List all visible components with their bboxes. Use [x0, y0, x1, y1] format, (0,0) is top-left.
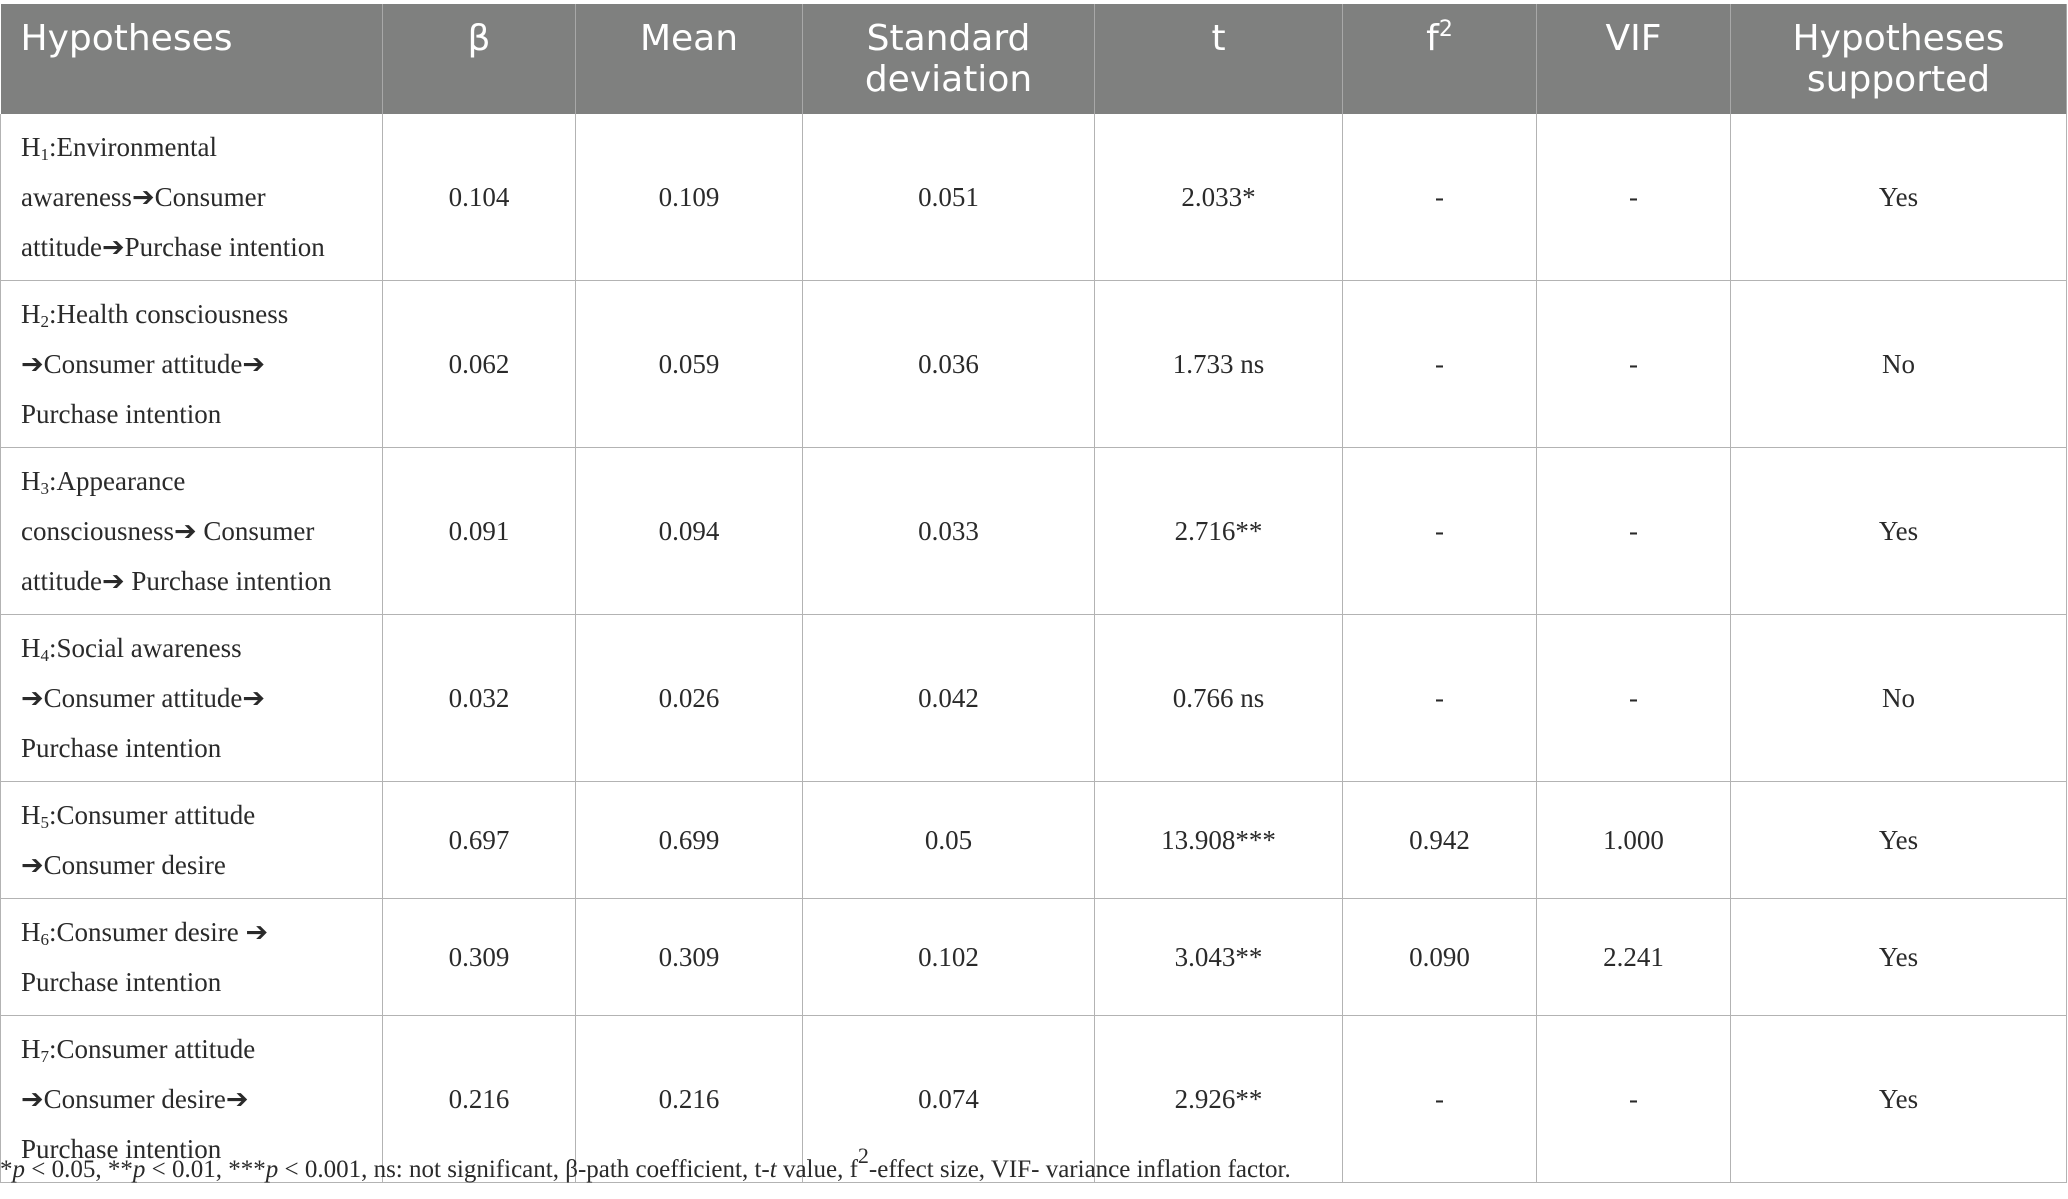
header-supported-line1: Hypotheses: [1792, 18, 2005, 59]
t-cell: 2.033*: [1095, 114, 1343, 281]
vif-cell: -: [1537, 1016, 1731, 1183]
footnote-t-italic: t: [769, 1156, 777, 1183]
table-row: [1, 281, 2067, 448]
header-t-label: t: [1211, 18, 1226, 59]
hypothesis-id: H: [21, 800, 41, 830]
f2-cell: -: [1343, 448, 1537, 615]
supported-cell: No: [1731, 281, 2067, 448]
sd-cell: 0.05: [803, 782, 1095, 899]
mean-cell: 0.699: [576, 782, 803, 899]
hypothesis-cell: [1, 615, 383, 782]
f2-cell: -: [1343, 281, 1537, 448]
header-sd-line2: deviation: [864, 59, 1033, 100]
hypothesis-text-line: attitude➔ Purchase intention: [21, 566, 332, 596]
f2-cell: 0.942: [1343, 782, 1537, 899]
sd-cell: 0.036: [803, 281, 1095, 448]
table-row: [1, 899, 2067, 1016]
hypothesis-id: H: [21, 466, 41, 496]
supported-cell: Yes: [1731, 1016, 2067, 1183]
beta-cell: 0.216: [383, 1016, 576, 1183]
supported-cell: No: [1731, 615, 2067, 782]
table-row: [1, 114, 2067, 281]
supported-cell: Yes: [1731, 114, 2067, 281]
header-mean-label: Mean: [639, 18, 739, 59]
t-cell: 3.043**: [1095, 899, 1343, 1016]
header-hypotheses-label: Hypotheses: [20, 18, 233, 59]
hypothesis-id: H: [21, 132, 41, 162]
sd-cell: 0.033: [803, 448, 1095, 615]
hypothesis-text-line: ➔Consumer attitude➔: [21, 349, 265, 379]
hypothesis-text-line: :Appearance: [49, 466, 186, 496]
header-hypotheses: [1, 4, 383, 114]
sd-cell: 0.051: [803, 114, 1095, 281]
sd-cell: 0.042: [803, 615, 1095, 782]
hypothesis-text-line: Purchase intention: [21, 733, 222, 763]
sd-cell: 0.074: [803, 1016, 1095, 1183]
hypothesis-text-line: ➔Consumer attitude➔: [21, 683, 265, 713]
supported-cell: Yes: [1731, 782, 2067, 899]
header-vif-label: VIF: [1605, 18, 1662, 59]
vif-cell: -: [1537, 448, 1731, 615]
header-beta-label: β: [467, 18, 491, 59]
beta-cell: 0.697: [383, 782, 576, 899]
header-f2: [1343, 4, 1537, 114]
hypothesis-cell: [1, 782, 383, 899]
hypothesis-text-line: ➔Consumer desire➔: [21, 1084, 249, 1114]
footnote-text: < 0.001, ns: not significant, β-path coefficient, t-: [278, 1156, 770, 1183]
hypothesis-text-line: Purchase intention: [21, 399, 222, 429]
header-row: [1, 4, 2067, 114]
supported-cell: Yes: [1731, 448, 2067, 615]
mean-cell: 0.216: [576, 1016, 803, 1183]
hypothesis-cell: [1, 114, 383, 281]
hypothesis-id: H: [21, 1034, 41, 1064]
beta-cell: 0.309: [383, 899, 576, 1016]
hypothesis-id: H: [21, 633, 41, 663]
mean-cell: 0.059: [576, 281, 803, 448]
header-beta: [383, 4, 576, 114]
footnote-star: *: [0, 1156, 13, 1183]
footnote-text: -effect size, VIF- variance inflation factor.: [868, 1156, 1291, 1183]
f2-cell: -: [1343, 615, 1537, 782]
hypothesis-number: 4: [40, 646, 49, 665]
mean-cell: 0.094: [576, 448, 803, 615]
vif-cell: 1.000: [1537, 782, 1731, 899]
footnote-sup: 2: [857, 1143, 869, 1168]
hypothesis-number: 6: [40, 930, 49, 949]
hypothesis-cell: [1, 281, 383, 448]
hypothesis-number: 3: [40, 479, 49, 498]
hypothesis-text-line: :Consumer desire ➔: [49, 917, 269, 947]
hypothesis-text-line: consciousness➔ Consumer: [21, 516, 315, 546]
hypothesis-text-line: :Social awareness: [49, 633, 242, 663]
vif-cell: -: [1537, 281, 1731, 448]
mean-cell: 0.109: [576, 114, 803, 281]
f2-cell: 0.090: [1343, 899, 1537, 1016]
header-t: [1095, 4, 1343, 114]
header-mean: [576, 4, 803, 114]
beta-cell: 0.062: [383, 281, 576, 448]
header-f2-base: f: [1426, 18, 1439, 59]
hypothesis-text-line: ➔Consumer desire: [21, 850, 226, 880]
hypotheses-table: [0, 4, 2067, 1183]
footnote-text: value, f: [776, 1156, 858, 1183]
hypothesis-cell: [1, 899, 383, 1016]
t-cell: 13.908***: [1095, 782, 1343, 899]
hypothesis-id: H: [21, 299, 41, 329]
table-row: [1, 448, 2067, 615]
hypothesis-text-line: :Health consciousness: [49, 299, 289, 329]
sd-cell: 0.102: [803, 899, 1095, 1016]
footnote-text: < 0.05, **: [25, 1156, 133, 1183]
footnote-text: < 0.01, ***: [145, 1156, 266, 1183]
hypothesis-number: 2: [40, 312, 49, 331]
mean-cell: 0.309: [576, 899, 803, 1016]
hypothesis-text-line: Purchase intention: [21, 967, 222, 997]
footnote-p: p: [12, 1156, 25, 1183]
hypothesis-cell: [1, 448, 383, 615]
beta-cell: 0.032: [383, 615, 576, 782]
vif-cell: -: [1537, 615, 1731, 782]
hypothesis-text-line: :Environmental: [49, 132, 217, 162]
hypothesis-text-line: :Consumer attitude: [49, 800, 256, 830]
hypothesis-text-line: Purchase intention: [21, 1134, 222, 1164]
t-cell: 0.766 ns: [1095, 615, 1343, 782]
header-hypotheses-supported: [1731, 4, 2067, 114]
header-f2-sup: 2: [1438, 17, 1453, 42]
beta-cell: 0.091: [383, 448, 576, 615]
header-standard-deviation: [803, 4, 1095, 114]
supported-cell: Yes: [1731, 899, 2067, 1016]
table-row: [1, 782, 2067, 899]
hypothesis-number: 1: [40, 145, 49, 164]
header-vif: [1537, 4, 1731, 114]
hypothesis-text-line: :Consumer attitude: [49, 1034, 256, 1064]
vif-cell: 2.241: [1537, 899, 1731, 1016]
hypothesis-number: 7: [40, 1047, 49, 1066]
header-supported-line2: supported: [1806, 59, 1991, 100]
beta-cell: 0.104: [383, 114, 576, 281]
hypothesis-id: H: [21, 917, 41, 947]
mean-cell: 0.026: [576, 615, 803, 782]
t-cell: 2.926**: [1095, 1016, 1343, 1183]
hypothesis-number: 5: [40, 813, 49, 832]
hypothesis-text-line: awareness➔Consumer: [21, 182, 266, 212]
f2-cell: -: [1343, 1016, 1537, 1183]
t-cell: 1.733 ns: [1095, 281, 1343, 448]
footnote-p: p: [265, 1156, 279, 1183]
hypothesis-text-line: attitude➔Purchase intention: [21, 232, 325, 262]
t-cell: 2.716**: [1095, 448, 1343, 615]
f2-cell: -: [1343, 114, 1537, 281]
vif-cell: -: [1537, 114, 1731, 281]
footnote-p: p: [132, 1156, 146, 1183]
header-sd-line1: Standard: [866, 18, 1031, 59]
table-row: [1, 615, 2067, 782]
